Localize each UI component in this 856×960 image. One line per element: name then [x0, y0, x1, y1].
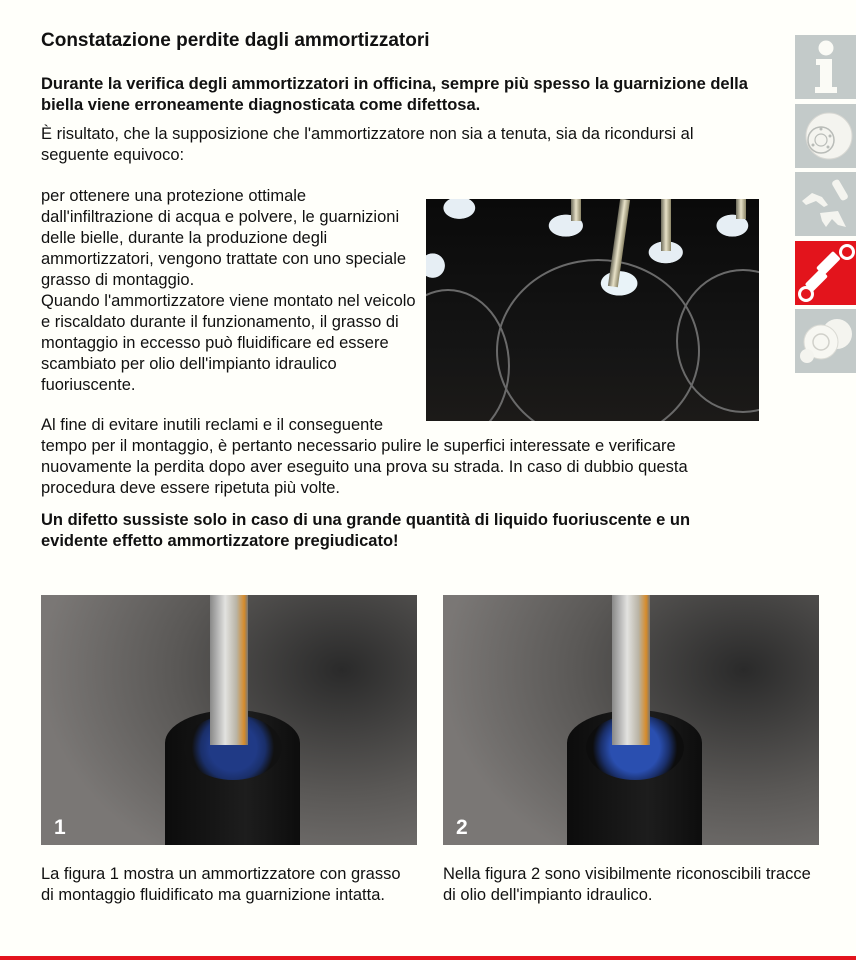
figure-1-photo	[41, 595, 417, 845]
photo-rod	[661, 199, 671, 251]
follow-block	[41, 415, 741, 499]
piston-rod	[612, 595, 650, 745]
sidebar-item-suspension-parts[interactable]	[795, 172, 856, 236]
sidebar-item-clutch[interactable]	[795, 309, 856, 373]
figure-1-caption: La figura 1 mostra un ammortizzatore con grasso di montaggio fluidificato ma guarnizione intatta.	[41, 865, 401, 904]
figure-number: 2	[456, 816, 468, 839]
category-sidebar	[795, 35, 856, 378]
shock-absorbers-production-photo	[426, 199, 759, 421]
footer-accent-bar	[0, 956, 856, 960]
page-title: Constatazione perdite dagli ammortizzatori	[41, 30, 430, 51]
figure-2-photo	[443, 595, 819, 845]
figure-number: 1	[54, 816, 66, 839]
follow-line-1: Al fine di evitare inutili reclami e il conseguente	[41, 416, 384, 434]
explanation-column	[41, 186, 421, 396]
intro-block	[41, 124, 761, 166]
lead-paragraph: Durante la verifica degli ammortizzatori in officina, sempre più spesso la guarnizione della biella viene erroneamente diagnosticata come difettosa.	[41, 75, 748, 114]
piston-rod	[210, 595, 248, 745]
explanation-paragraph-1: per ottenere una protezione ottimale dall'infiltrazione di acqua e polvere, le guarnizioni delle bielle, durante la produzione degli ammortizzatori, vengono trattate con uno speciale grasso di montaggio.	[41, 187, 407, 289]
clutch-icon	[797, 312, 855, 370]
intro-paragraph: È risultato, che la supposizione che l'ammortizzatore non sia a tenuta, sia da ricondursi al seguente equivoco:	[41, 125, 694, 164]
suspension-parts-icon	[798, 175, 854, 233]
figure-2-caption: Nella figura 2 sono visibilmente riconoscibili tracce di olio dell'impianto idraulico.	[443, 865, 811, 904]
photo-ring	[496, 259, 700, 421]
sidebar-item-info[interactable]	[795, 35, 856, 99]
photo-rod	[736, 199, 746, 219]
photo-rod	[571, 199, 581, 221]
explanation-paragraph-2: Quando l'ammortizzatore viene montato nel veicolo e riscaldato durante il funzionamento, il grasso di montaggio in eccesso può fluidificare ed essere scambiato per olio dell'impianto idraulico fuoriuscente.	[41, 292, 416, 394]
info-icon	[806, 39, 846, 95]
sidebar-item-shock-absorbers[interactable]	[795, 241, 856, 305]
shock-absorber-icon	[797, 243, 855, 303]
sidebar-item-brakes[interactable]	[795, 104, 856, 168]
follow-paragraph: tempo per il montaggio, è pertanto necessario pulire le superfici interessate e verificare nuovamente la perdita dopo aver eseguito una prova su strada. In caso di dubbio questa procedura deve essere ripetuta più volte.	[41, 437, 688, 497]
brake-disc-icon	[799, 109, 853, 163]
conclusion-paragraph: Un difetto sussiste solo in caso di una grande quantità di liquido fuoriuscente e un evidente effetto ammortizzatore pregiudicato!	[41, 511, 691, 550]
